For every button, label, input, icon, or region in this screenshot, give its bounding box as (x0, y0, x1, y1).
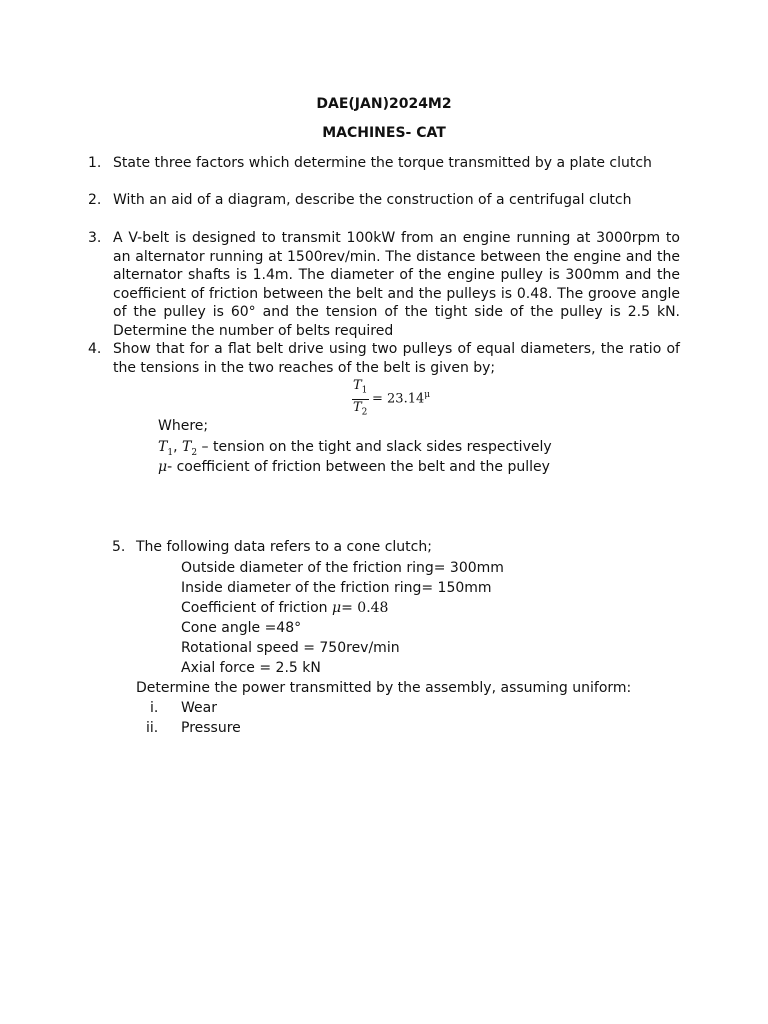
data-inside-diameter: Inside diameter of the friction ring= 150mm (181, 580, 492, 596)
question-text: State three factors which determine the torque transmitted by a plate clutch (113, 155, 652, 171)
exam-code: DAE(JAN)2024M2 (316, 96, 452, 112)
data-coefficient-of-friction: Coefficient of friction μ= 0.48 (181, 600, 389, 616)
question-2 (88, 191, 680, 210)
where-label: Where; (158, 418, 209, 434)
sub-item-number: ii. (146, 720, 159, 736)
formula-numerator: $T_1$ (353, 378, 368, 396)
sub-item-number: i. (150, 700, 159, 716)
question-text: Show that for a flat belt drive using two pulleys of equal diameters, the ratio of the tensions in the two reaches of the belt is given by; (113, 341, 680, 376)
question-1 (88, 154, 680, 173)
question-5-determine: Determine the power transmitted by the assembly, assuming uniform: (136, 680, 632, 696)
sub-item-pressure: Pressure (181, 720, 241, 736)
question-number: 1. (88, 155, 102, 171)
question-number: 3. (88, 230, 102, 246)
exam-subject: MACHINES- CAT (322, 125, 446, 141)
definition-mu: μ- coefficient of friction between the belt and the pulley (158, 459, 550, 475)
data-cone-angle: Cone angle =48° (181, 620, 302, 636)
question-number: 2. (88, 192, 102, 208)
tension-ratio-formula (351, 378, 461, 422)
question-text: With an aid of a diagram, describe the construction of a centrifugal clutch (113, 192, 632, 208)
question-text: A V-belt is designed to transmit 100kW from an engine running at 3000rpm to an alternator running at 1500rev/min. The distance between the engine and the alternator shafts is 1.4m. The diameter of the engine pulley is 300mm and the coefficient of friction between the belt and the pulleys is 0.48. The groove angle of the pulley is 60° and the tension of the tight side of the pulley is 2.5 kN. Determine the number of belts required (113, 230, 680, 339)
formula-rhs: = $23.14^\mu$ (372, 390, 431, 407)
data-rotational-speed: Rotational speed = 750rev/min (181, 640, 400, 656)
question-5-number: 5. (112, 539, 126, 555)
question-5-intro: The following data refers to a cone clutch; (136, 539, 432, 555)
question-3 (88, 229, 680, 340)
question-4 (88, 340, 680, 377)
data-outside-diameter: Outside diameter of the friction ring= 300mm (181, 560, 504, 576)
sub-item-wear: Wear (181, 700, 217, 716)
definition-tensions: $T_1$, $T_2$ – tension on the tight and slack sides respectively (158, 439, 552, 458)
formula-denominator: $T_2$ (353, 400, 368, 418)
question-number: 4. (88, 341, 102, 357)
data-axial-force: Axial force = 2.5 kN (181, 660, 321, 676)
